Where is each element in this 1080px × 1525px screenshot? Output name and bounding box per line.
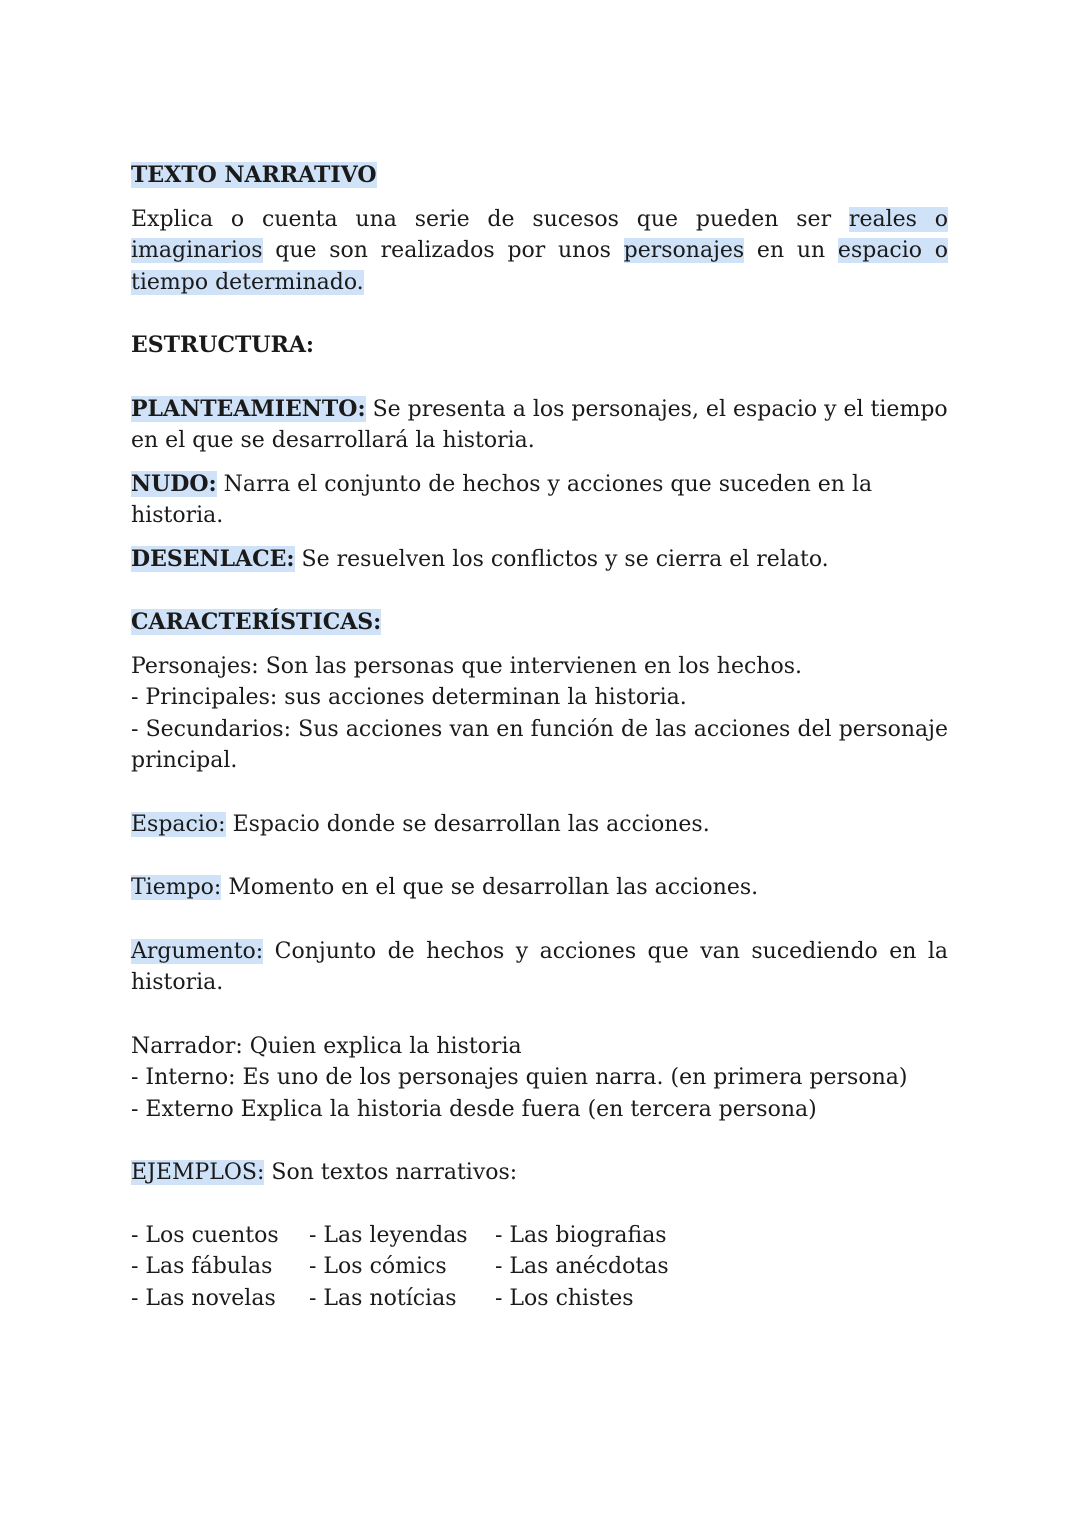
page-title: TEXTO NARRATIVO bbox=[131, 162, 377, 188]
intro-paragraph: Explica o cuenta una serie de sucesos que pueden ser reales o imaginarios que son realizados por unos personajes en un espacio o tiempo determinado. bbox=[131, 206, 949, 295]
estructura-heading: ESTRUCTURA: bbox=[131, 332, 315, 358]
examples-column-2 bbox=[309, 1220, 468, 1315]
list-item: - Los chistes bbox=[495, 1285, 634, 1311]
espacio-item: Espacio: Espacio donde se desarrollan las acciones. bbox=[131, 811, 710, 837]
list-item: - Las biografias bbox=[495, 1222, 667, 1248]
examples-column-1 bbox=[131, 1220, 279, 1315]
structure-item-desenlace: DESENLACE: Se resuelven los conflictos y se cierra el relato. bbox=[131, 545, 829, 572]
list-item: - Las anécdotas bbox=[495, 1254, 669, 1279]
examples-column-3 bbox=[495, 1220, 669, 1315]
structure-item-planteamiento: PLANTEAMIENTO: Se presenta a los personajes, el espacio y el tiempo en el que se desarrollará la historia. bbox=[131, 395, 948, 453]
list-item: - Las notícias bbox=[309, 1285, 457, 1311]
personajes-block: Personajes: Son las personas que intervienen en los hechos. - Principales: sus acciones determinan la historia. - Secundarios: Sus acciones van en función de las acciones del personaje principal. bbox=[131, 653, 948, 773]
list-item: - Los cuentos bbox=[131, 1222, 279, 1248]
list-item: - Las leyendas bbox=[309, 1222, 468, 1248]
narrador-block: Narrador: Quien explica la historia - Interno: Es uno de los personajes quien narra. (en primera persona) - Externo Explica la historia desde fuera (en tercera persona) bbox=[131, 1033, 908, 1122]
ejemplos-heading: EJEMPLOS: Son textos narrativos: bbox=[131, 1160, 518, 1185]
caracteristicas-heading: CARACTERÍSTICAS: bbox=[131, 609, 382, 635]
document-page bbox=[131, 160, 948, 1320]
structure-item-nudo: NUDO: Narra el conjunto de hechos y acciones que suceden en la historia. bbox=[131, 470, 873, 528]
list-item: - Las novelas bbox=[131, 1285, 276, 1311]
argumento-item: Argumento: Conjunto de hechos y acciones que van sucediendo en la historia. bbox=[131, 938, 948, 995]
list-item: - Las fábulas bbox=[131, 1254, 273, 1279]
examples-list bbox=[131, 1220, 948, 1320]
tiempo-item: Tiempo: Momento en el que se desarrollan las acciones. bbox=[131, 875, 759, 900]
list-item: - Los cómics bbox=[309, 1254, 447, 1279]
